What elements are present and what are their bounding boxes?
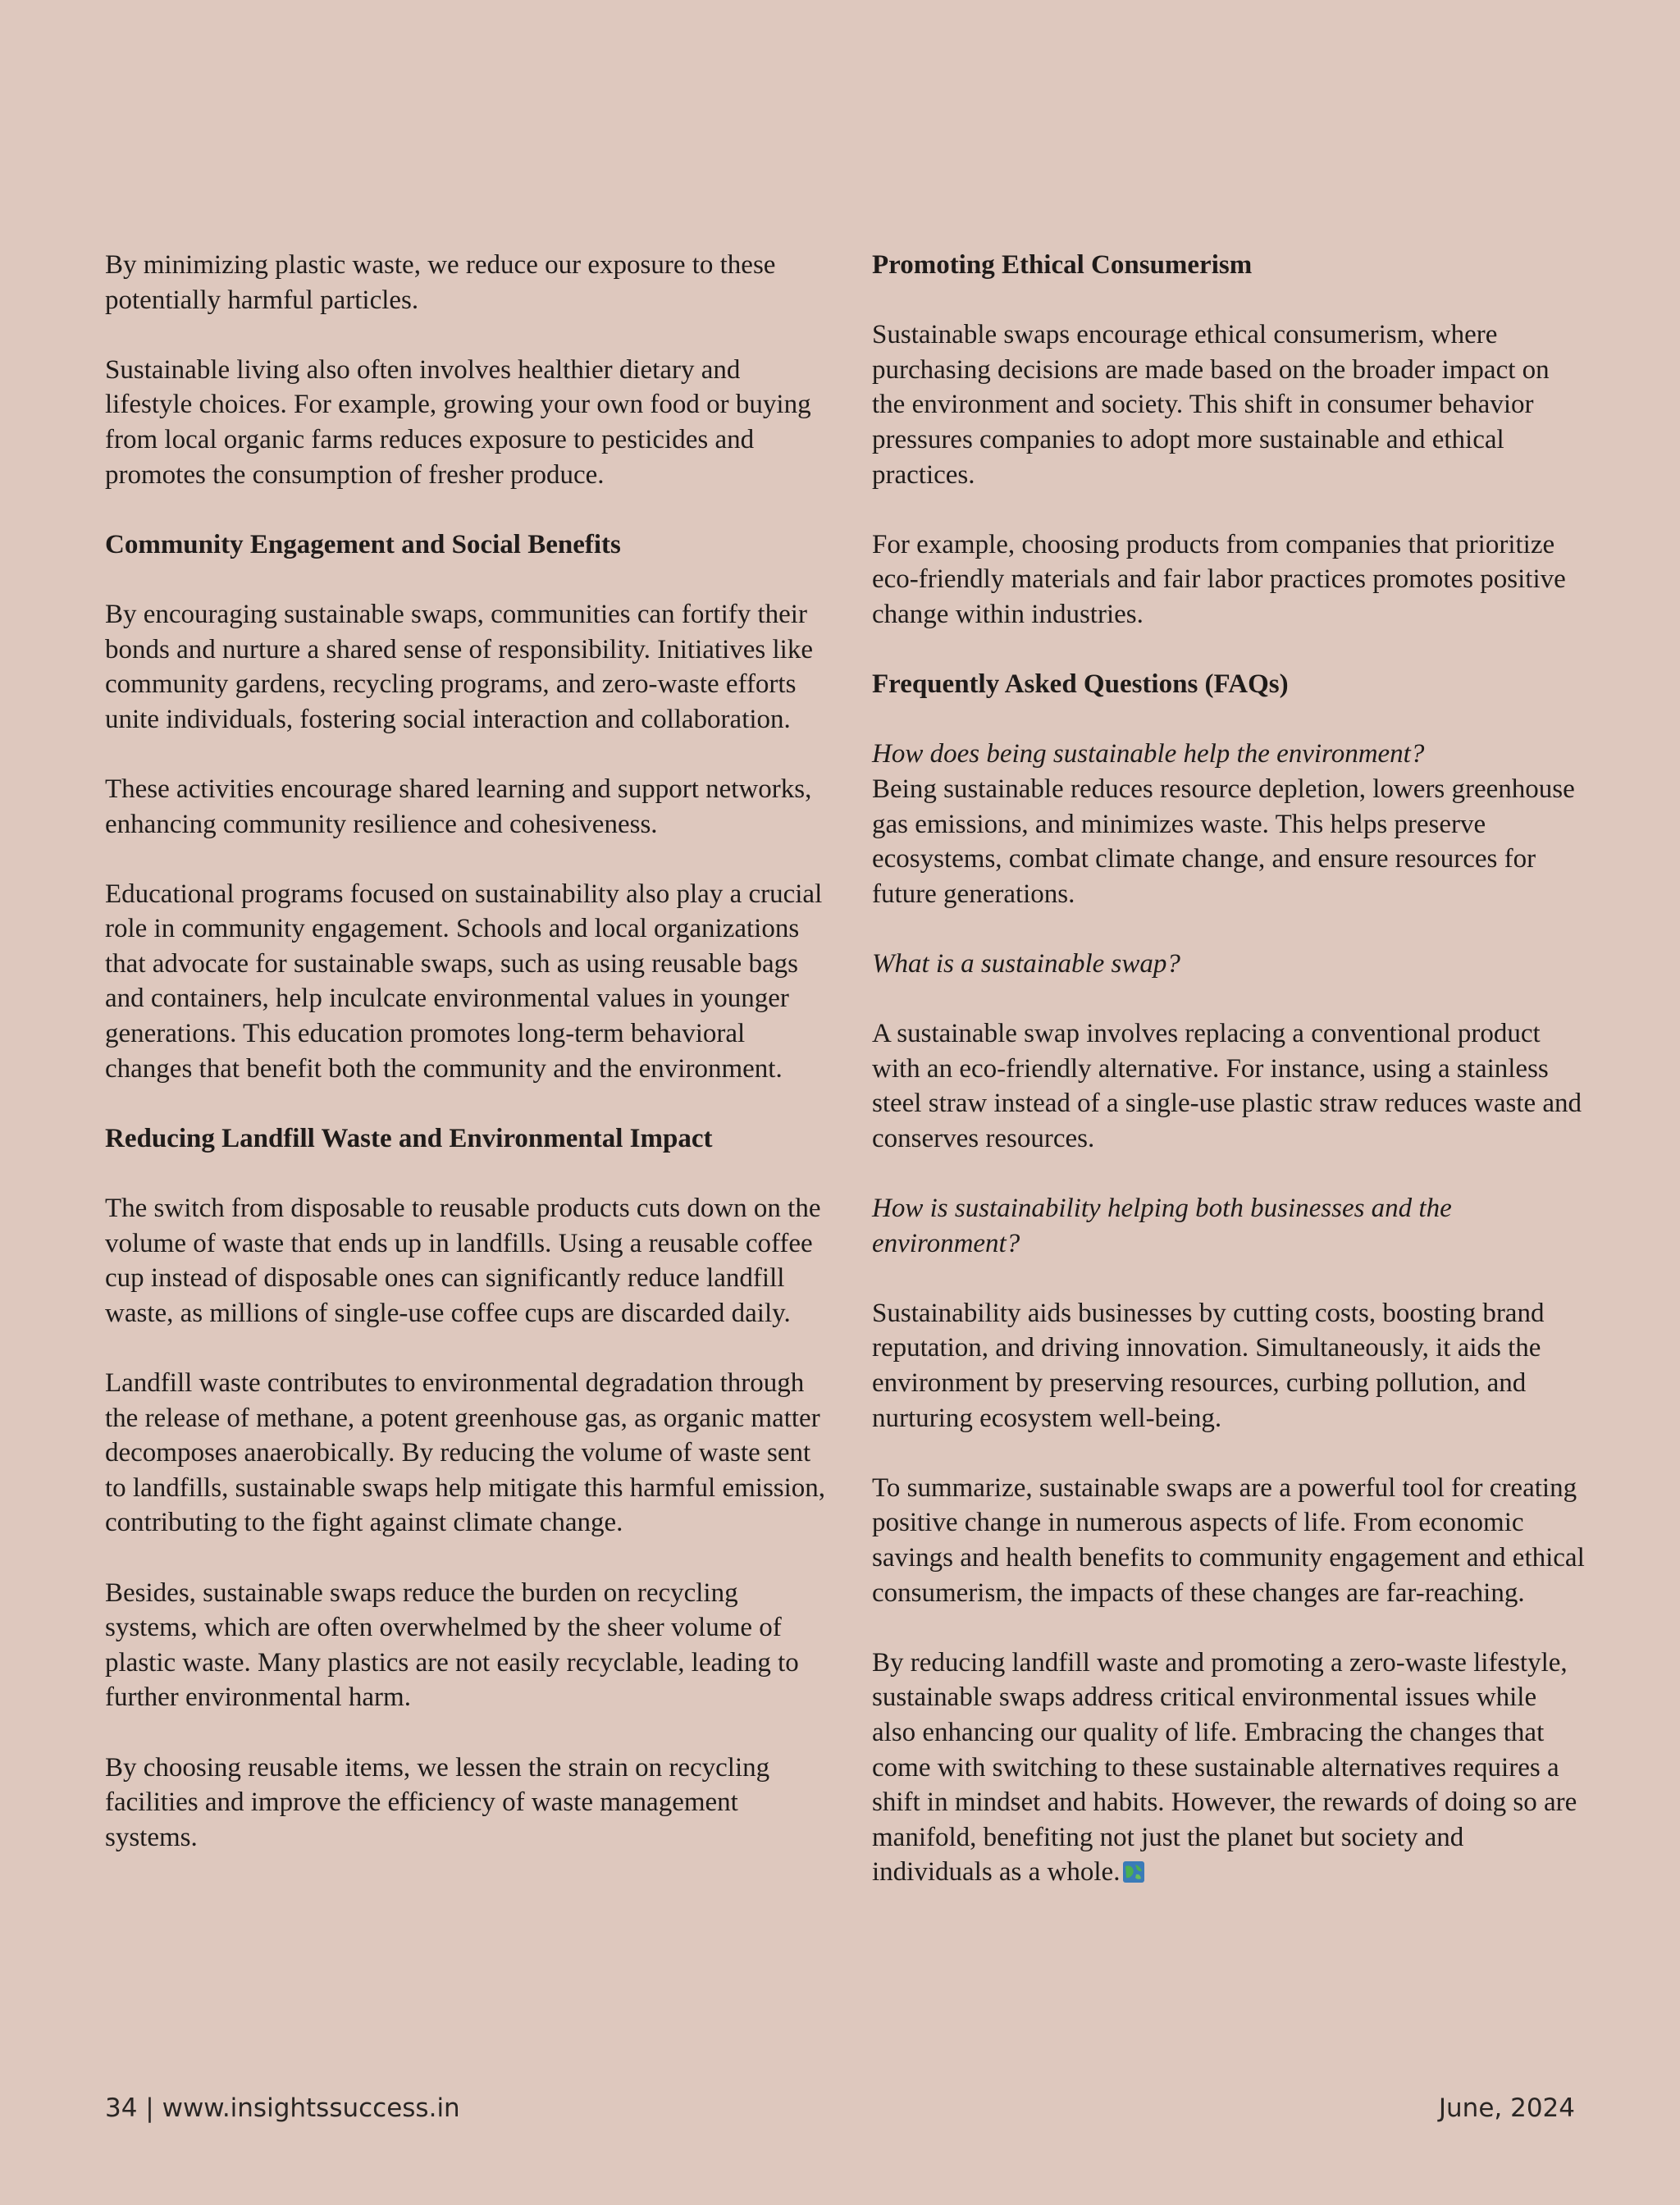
faq-question: How does being sustainable help the environment? [872, 739, 1425, 769]
faq-question: What is a sustainable swap? [872, 948, 1180, 979]
section-heading: Community Engagement and Social Benefits [105, 529, 621, 559]
paragraph: Sustainable swaps encourage ethical consumerism, where purchasing decisions are made based on the broader impact on the environment and society. This shift in consumer behavior pressures companies to adopt more sustainable and ethical practices. [872, 320, 1550, 490]
paragraph: These activities encourage shared learning and support networks, enhancing community resilience and cohesiveness. [105, 774, 812, 839]
section-heading: Promoting Ethical Consumerism [872, 250, 1253, 280]
closing-paragraph-text: By reducing landfill waste and promoting a zero-waste lifestyle, sustainable swaps address critical environmental issues while also enhancing our quality of life. Embracing the changes that come with switching to these sustainable alternatives requires a shift in mindset and habits. However, the rewards of doing so are manifold, benefiting not just the planet but society and individuals as a whole. [872, 1647, 1577, 1888]
paragraph: To summarize, sustainable swaps are a powerful tool for creating positive change in numerous aspects of life. From economic savings and health benefits to community engagement and ethical consumerism, the impacts of these changes are far-reaching. [872, 1472, 1585, 1608]
faq-answer: Sustainability aids businesses by cutting costs, boosting brand reputation, and driving innovation. Simultaneously, it aids the environment by preserving resources, curbing pollution, and nurturing ecosystem well-being. [872, 1298, 1545, 1433]
left-column [105, 248, 827, 1855]
footer-page-and-site: 34 | www.insightssuccess.in [105, 2093, 460, 2123]
paragraph: Educational programs focused on sustainability also play a crucial role in community engagement. Schools and local organizations that advocate for sustainable swaps, such as using reusable bags and containers, help inculcate environmental values in younger generations. This education promotes long-term behavioral changes that benefit both the community and the environment. [105, 879, 823, 1084]
footer-date: June, 2024 [1438, 2093, 1575, 2123]
right-column [872, 248, 1586, 1890]
faq-question: How is sustainability helping both businesses and the environment? [872, 1194, 1452, 1258]
faq-answer: A sustainable swap involves replacing a conventional product with an eco-friendly alternative. For instance, using a stainless steel straw instead of a single-use plastic straw reduces waste and conserves resources. [872, 1019, 1582, 1153]
section-heading: Reducing Landfill Waste and Environmental Impact [105, 1123, 713, 1153]
paragraph: The switch from disposable to reusable products cuts down on the volume of waste that ends up in landfills. Using a reusable coffee cup instead of disposable ones can significantly reduce landfill waste, as millions of single-use coffee cups are discarded daily. [105, 1194, 821, 1328]
paragraph: Besides, sustainable swaps reduce the burden on recycling systems, which are often overwhelmed by the sheer volume of plastic waste. Many plastics are not easily recyclable, leading to further environmental harm. [105, 1577, 799, 1713]
paragraph: By encouraging sustainable swaps, communities can fortify their bonds and nurture a shared sense of responsibility. Initiatives like community gardens, recycling programs, and zero-waste efforts unite individuals, fostering social interaction and collaboration. [105, 599, 813, 734]
faq-answer: Being sustainable reduces resource depletion, lowers greenhouse gas emissions, and minimizes waste. This helps preserve ecosystems, combat climate change, and ensure resources for future generations. [872, 774, 1575, 909]
section-heading: Frequently Asked Questions (FAQs) [872, 669, 1289, 700]
paragraph: By choosing reusable items, we lessen the strain on recycling facilities and improve the efficiency of waste management systems. [105, 1752, 770, 1852]
paragraph: Sustainable living also often involves healthier dietary and lifestyle choices. For example, growing your own food or buying from local organic farms reduces exposure to pesticides and promotes the consumption of fresher produce. [105, 354, 811, 490]
paragraph: By minimizing plastic waste, we reduce our exposure to these potentially harmful particles. [105, 250, 776, 315]
paragraph: For example, choosing products from companies that prioritize eco-friendly materials and fair labor practices promotes positive change within industries. [872, 529, 1566, 629]
globe-emoji-icon [1123, 1861, 1144, 1883]
paragraph: Landfill waste contributes to environmental degradation through the release of methane, a potent greenhouse gas, as organic matter decomposes anaerobically. By reducing the volume of waste sent to landfills, sustainable swaps help mitigate this harmful emission, contributing to the fight against climate change. [105, 1368, 826, 1538]
closing-paragraph [872, 1646, 1586, 1890]
